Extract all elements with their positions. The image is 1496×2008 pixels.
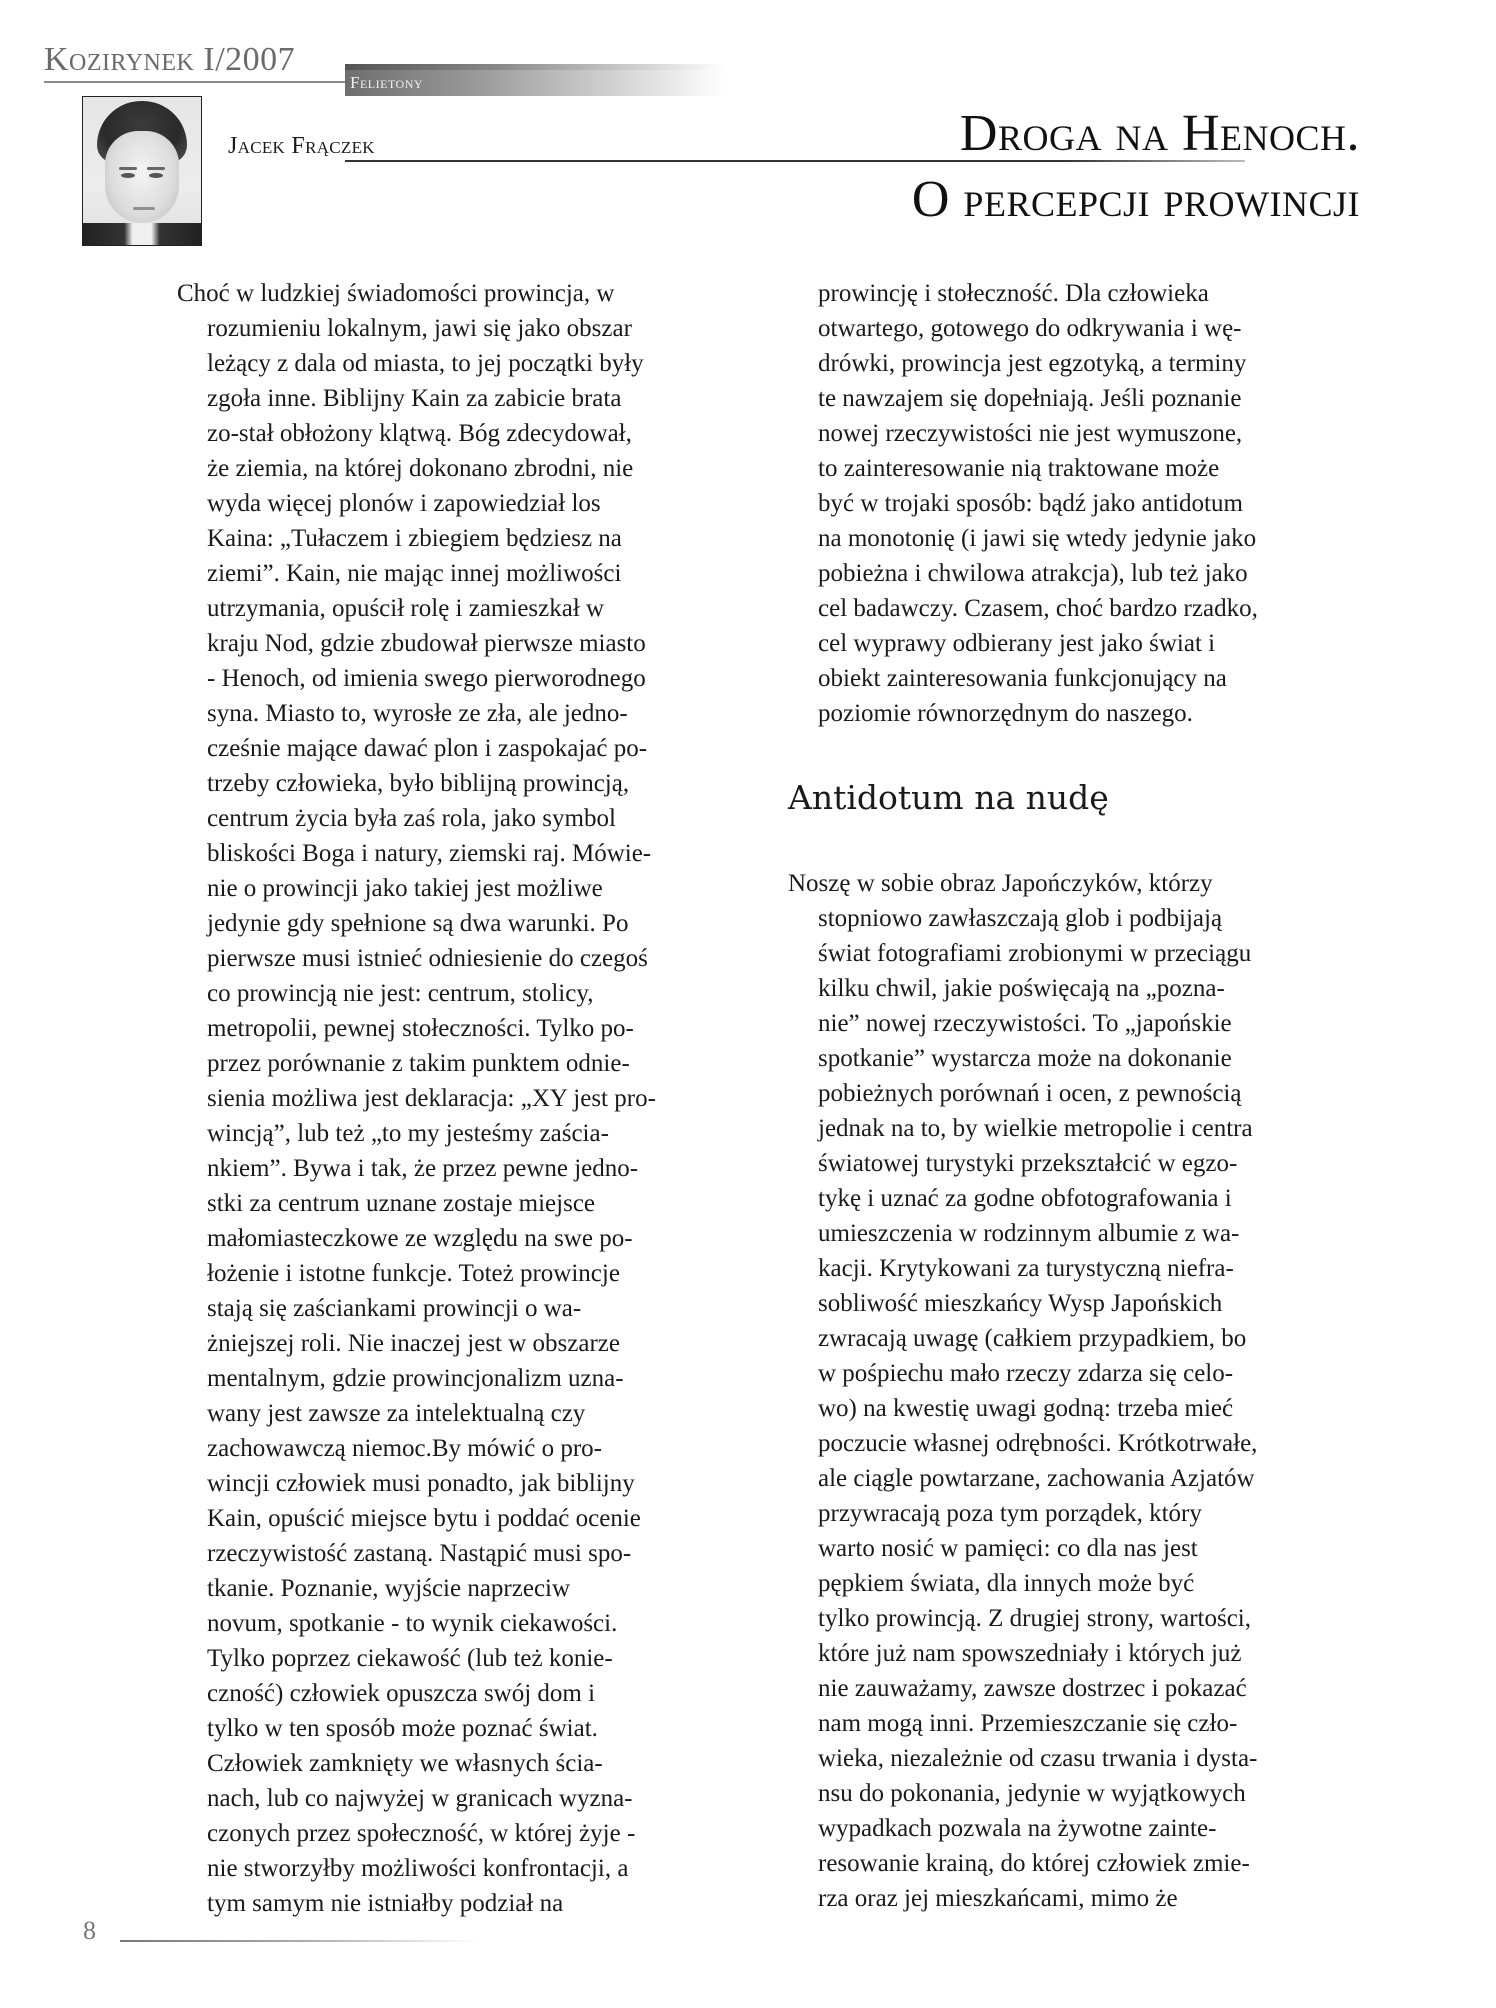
text-line: Noszę w sobie obraz Japończyków, którzy xyxy=(788,870,1213,897)
text-line: Kain, opuścić miejsce bytu i poddać ocenie xyxy=(207,1505,641,1532)
text-line: łożenie i istotne funkcje. Toteż prowincje xyxy=(207,1260,620,1287)
text-line: nowej rzeczywistości nie jest wymuszone, xyxy=(818,420,1243,447)
magazine-issue: I/2007 xyxy=(203,41,296,78)
text-line: resowanie krainą, do której człowiek zmie- xyxy=(818,1850,1250,1877)
text-line: cześnie mające dawać plon i zaspokajać po- xyxy=(207,735,648,762)
text-line: kraju Nod, gdzie zbudował pierwsze miasto xyxy=(207,630,646,657)
text-line: Kaina: „Tułaczem i zbiegiem będziesz na xyxy=(207,525,622,552)
text-line: nach, lub co najwyżej w granicach wyzna- xyxy=(207,1785,633,1812)
text-line: rza oraz jej mieszkańcami, mimo że xyxy=(818,1885,1178,1912)
text-line: rozumieniu lokalnym, jawi się jako obszar xyxy=(207,315,632,342)
page-number: 8 xyxy=(83,1916,96,1945)
text-line: świat fotografiami zrobionymi w przeciągu xyxy=(818,940,1252,967)
text-line: sobliwość mieszkańcy Wysp Japońskich xyxy=(818,1290,1223,1317)
portrait-eye xyxy=(121,173,135,178)
text-line: wo) na kwestię uwagi godną: trzeba mieć xyxy=(818,1395,1234,1422)
text-line: mentalnym, gdzie prowincjonalizm uzna- xyxy=(207,1365,624,1392)
text-line: wyda więcej plonów i zapowiedział los xyxy=(207,490,601,517)
section-subheading: Antidotum na nudę xyxy=(788,778,1109,817)
text-line: nam mogą inni. Przemieszczanie się czło- xyxy=(818,1710,1238,1737)
text-line: nsu do pokonania, jedynie w wyjątkowych xyxy=(818,1780,1246,1807)
text-line: na monotonię (i jawi się wtedy jedynie jako xyxy=(818,525,1257,552)
text-line: rzeczywistość zastaną. Nastąpić musi spo- xyxy=(207,1540,632,1567)
text-line: - Henoch, od imienia swego pierworodnego xyxy=(207,665,646,692)
text-line: w pośpiechu mało rzeczy zdarza się celo- xyxy=(818,1360,1234,1387)
text-line: cel badawczy. Czasem, choć bardzo rzadko, xyxy=(818,595,1258,622)
text-line: trzeby człowieka, było biblijną prowincją, xyxy=(207,770,630,797)
text-line: to zainteresowanie nią traktowane może xyxy=(818,455,1220,482)
text-line: pępkiem świata, dla innych może być xyxy=(818,1570,1195,1597)
text-line: wincją”, lub też „to my jesteśmy zaścia- xyxy=(207,1120,609,1147)
text-line: tylko w ten sposób może poznać świat. xyxy=(207,1715,598,1742)
magazine-name: Kozirynek xyxy=(44,41,195,78)
text-line: umieszczenia w rodzinnym albumie z wa- xyxy=(818,1220,1240,1247)
text-line: przywracają poza tym porządek, który xyxy=(818,1500,1202,1527)
text-line: stopniowo zawłaszczają glob i podbijają xyxy=(818,905,1223,932)
text-line: Tylko poprzez ciekawość (lub też konie- xyxy=(207,1645,613,1672)
text-line: nie o prowincji jako takiej jest możliwe xyxy=(207,875,603,902)
text-line: tkanie. Poznanie, wyjście naprzeciw xyxy=(207,1575,571,1602)
portrait-jacket xyxy=(83,223,201,246)
text-line: być w trojaki sposób: bądź jako antidotum xyxy=(818,490,1243,517)
text-line: sienia możliwa jest deklaracja: „XY jest pro- xyxy=(207,1085,656,1112)
portrait-mouth xyxy=(133,207,155,210)
text-line: utrzymania, opuścił rolę i zamieszkał w xyxy=(207,595,605,622)
masthead-rule xyxy=(44,81,346,83)
text-line: żniejszej roli. Nie inaczej jest w obszarze xyxy=(207,1330,621,1357)
text-line: cel wyprawy odbierany jest jako świat i xyxy=(818,630,1216,657)
text-line: pobieżnych porównań i ocen, z pewnością xyxy=(818,1080,1242,1107)
text-line: pobieżna i chwilowa atrakcja), lub też jako xyxy=(818,560,1248,587)
text-line: te nawzajem się dopełniają. Jeśli poznanie xyxy=(818,385,1242,412)
text-line: wincji człowiek musi ponadto, jak biblijny xyxy=(207,1470,635,1497)
text-line: poczucie własnej odrębności. Krótkotrwałe, xyxy=(818,1430,1258,1457)
text-line: ale ciągle powtarzane, zachowania Azjatów xyxy=(818,1465,1255,1492)
text-line: wieka, niezależnie od czasu trwania i dysta- xyxy=(818,1745,1258,1772)
text-line: małomiasteczkowe ze względu na swe po- xyxy=(207,1225,633,1252)
text-line: bliskości Boga i natury, ziemski raj. Mówie- xyxy=(207,840,652,867)
article-title-line1: Droga na Henoch. xyxy=(959,105,1360,162)
text-line: które już nam spowszedniały i których już xyxy=(818,1640,1242,1667)
text-line: leżący z dala od miasta, to jej początki były xyxy=(207,350,644,377)
section-label: Felietony xyxy=(350,73,424,92)
text-line: spotkanie” wystarcza może na dokonanie xyxy=(818,1045,1232,1072)
text-line: obiekt zainteresowania funkcjonujący na xyxy=(818,665,1227,692)
text-line: metropolii, pewnej stołeczności. Tylko po- xyxy=(207,1015,634,1042)
text-line: tym samym nie istniałby podział na xyxy=(207,1890,564,1917)
text-line: stki za centrum uznane zostaje miejsce xyxy=(207,1190,596,1217)
text-line: syna. Miasto to, wyrosłe ze zła, ale jedno- xyxy=(207,700,628,727)
section-band-highlight xyxy=(345,64,725,70)
text-line: czność) człowiek opuszcza swój dom i xyxy=(207,1680,596,1707)
portrait-eye xyxy=(149,173,163,178)
left-column xyxy=(177,276,656,1921)
text-line: Człowiek zamknięty we własnych ścia- xyxy=(207,1750,603,1777)
text-line: kacji. Krytykowani za turystyczną niefra- xyxy=(818,1255,1234,1282)
text-line: że ziemia, na której dokonano zbrodni, nie xyxy=(207,455,634,482)
text-line: zo-stał obłożony klątwą. Bóg zdecydował, xyxy=(207,420,632,447)
text-line: co prowincją nie jest: centrum, stolicy, xyxy=(207,980,594,1007)
text-line: pierwsze musi istnieć odniesienie do czegoś xyxy=(207,945,648,972)
author-photo xyxy=(82,96,202,246)
text-line: ziemi”. Kain, nie mając innej możliwości xyxy=(207,560,622,587)
portrait-brow xyxy=(147,167,165,170)
text-line: tylko prowincją. Z drugiej strony, wartości, xyxy=(818,1605,1252,1632)
text-line: zgoła inne. Biblijny Kain za zabicie brata xyxy=(207,385,622,412)
text-line: wany jest zawsze za intelektualną czy xyxy=(207,1400,586,1427)
text-line: centrum życia była zaś rola, jako symbol xyxy=(207,805,616,832)
text-line: przez porównanie z takim punktem odnie- xyxy=(207,1050,630,1077)
text-line: prowincję i stołeczność. Dla człowieka xyxy=(818,280,1209,307)
footer-rule xyxy=(120,1940,480,1942)
text-line: tykę i uznać za godne obfotografowania i xyxy=(818,1185,1232,1212)
text-line: Choć w ludzkiej świadomości prowincja, w xyxy=(177,280,615,307)
text-line: kilku chwil, jakie poświęcają na „pozna- xyxy=(818,975,1225,1002)
text-line: nie zauważamy, zawsze dostrzec i pokazać xyxy=(818,1675,1247,1702)
text-line: wypadkach pozwala na żywotne zainte- xyxy=(818,1815,1217,1842)
right-column-top xyxy=(788,276,1258,731)
right-column-bottom xyxy=(788,866,1257,1916)
text-line: poziomie równorzędnym do naszego. xyxy=(818,700,1193,727)
text-line: czonych przez społeczność, w której żyje - xyxy=(207,1820,636,1847)
text-line: jedynie gdy spełnione są dwa warunki. Po xyxy=(207,910,629,937)
text-line: zachowawczą niemoc.By mówić o pro- xyxy=(207,1435,602,1462)
text-line: novum, spotkanie - to wynik ciekawości. xyxy=(207,1610,618,1637)
text-line: nie stworzyłby możliwości konfrontacji, a xyxy=(207,1855,629,1882)
text-line: zwracają uwagę (całkiem przypadkiem, bo xyxy=(818,1325,1247,1352)
portrait-brow xyxy=(119,167,137,170)
text-line: nkiem”. Bywa i tak, że przez pewne jedno- xyxy=(207,1155,639,1182)
text-line: światowej turystyki przekształcić w egzo- xyxy=(818,1150,1238,1177)
text-line: nie” nowej rzeczywistości. To „japońskie xyxy=(818,1010,1232,1037)
magazine-masthead xyxy=(44,40,295,80)
article-title-line2: O percepcji prowincji xyxy=(911,171,1360,228)
text-line: warto nosić w pamięci: co dla nas jest xyxy=(818,1535,1198,1562)
text-line: drówki, prowincja jest egzotyką, a terminy xyxy=(818,350,1247,377)
author-name: Jacek Frączek xyxy=(228,133,375,159)
text-line: otwartego, gotowego do odkrywania i wę- xyxy=(818,315,1242,342)
text-line: jednak na to, by wielkie metropolie i centra xyxy=(818,1115,1253,1142)
text-line: stają się zaściankami prowincji o wa- xyxy=(207,1295,582,1322)
